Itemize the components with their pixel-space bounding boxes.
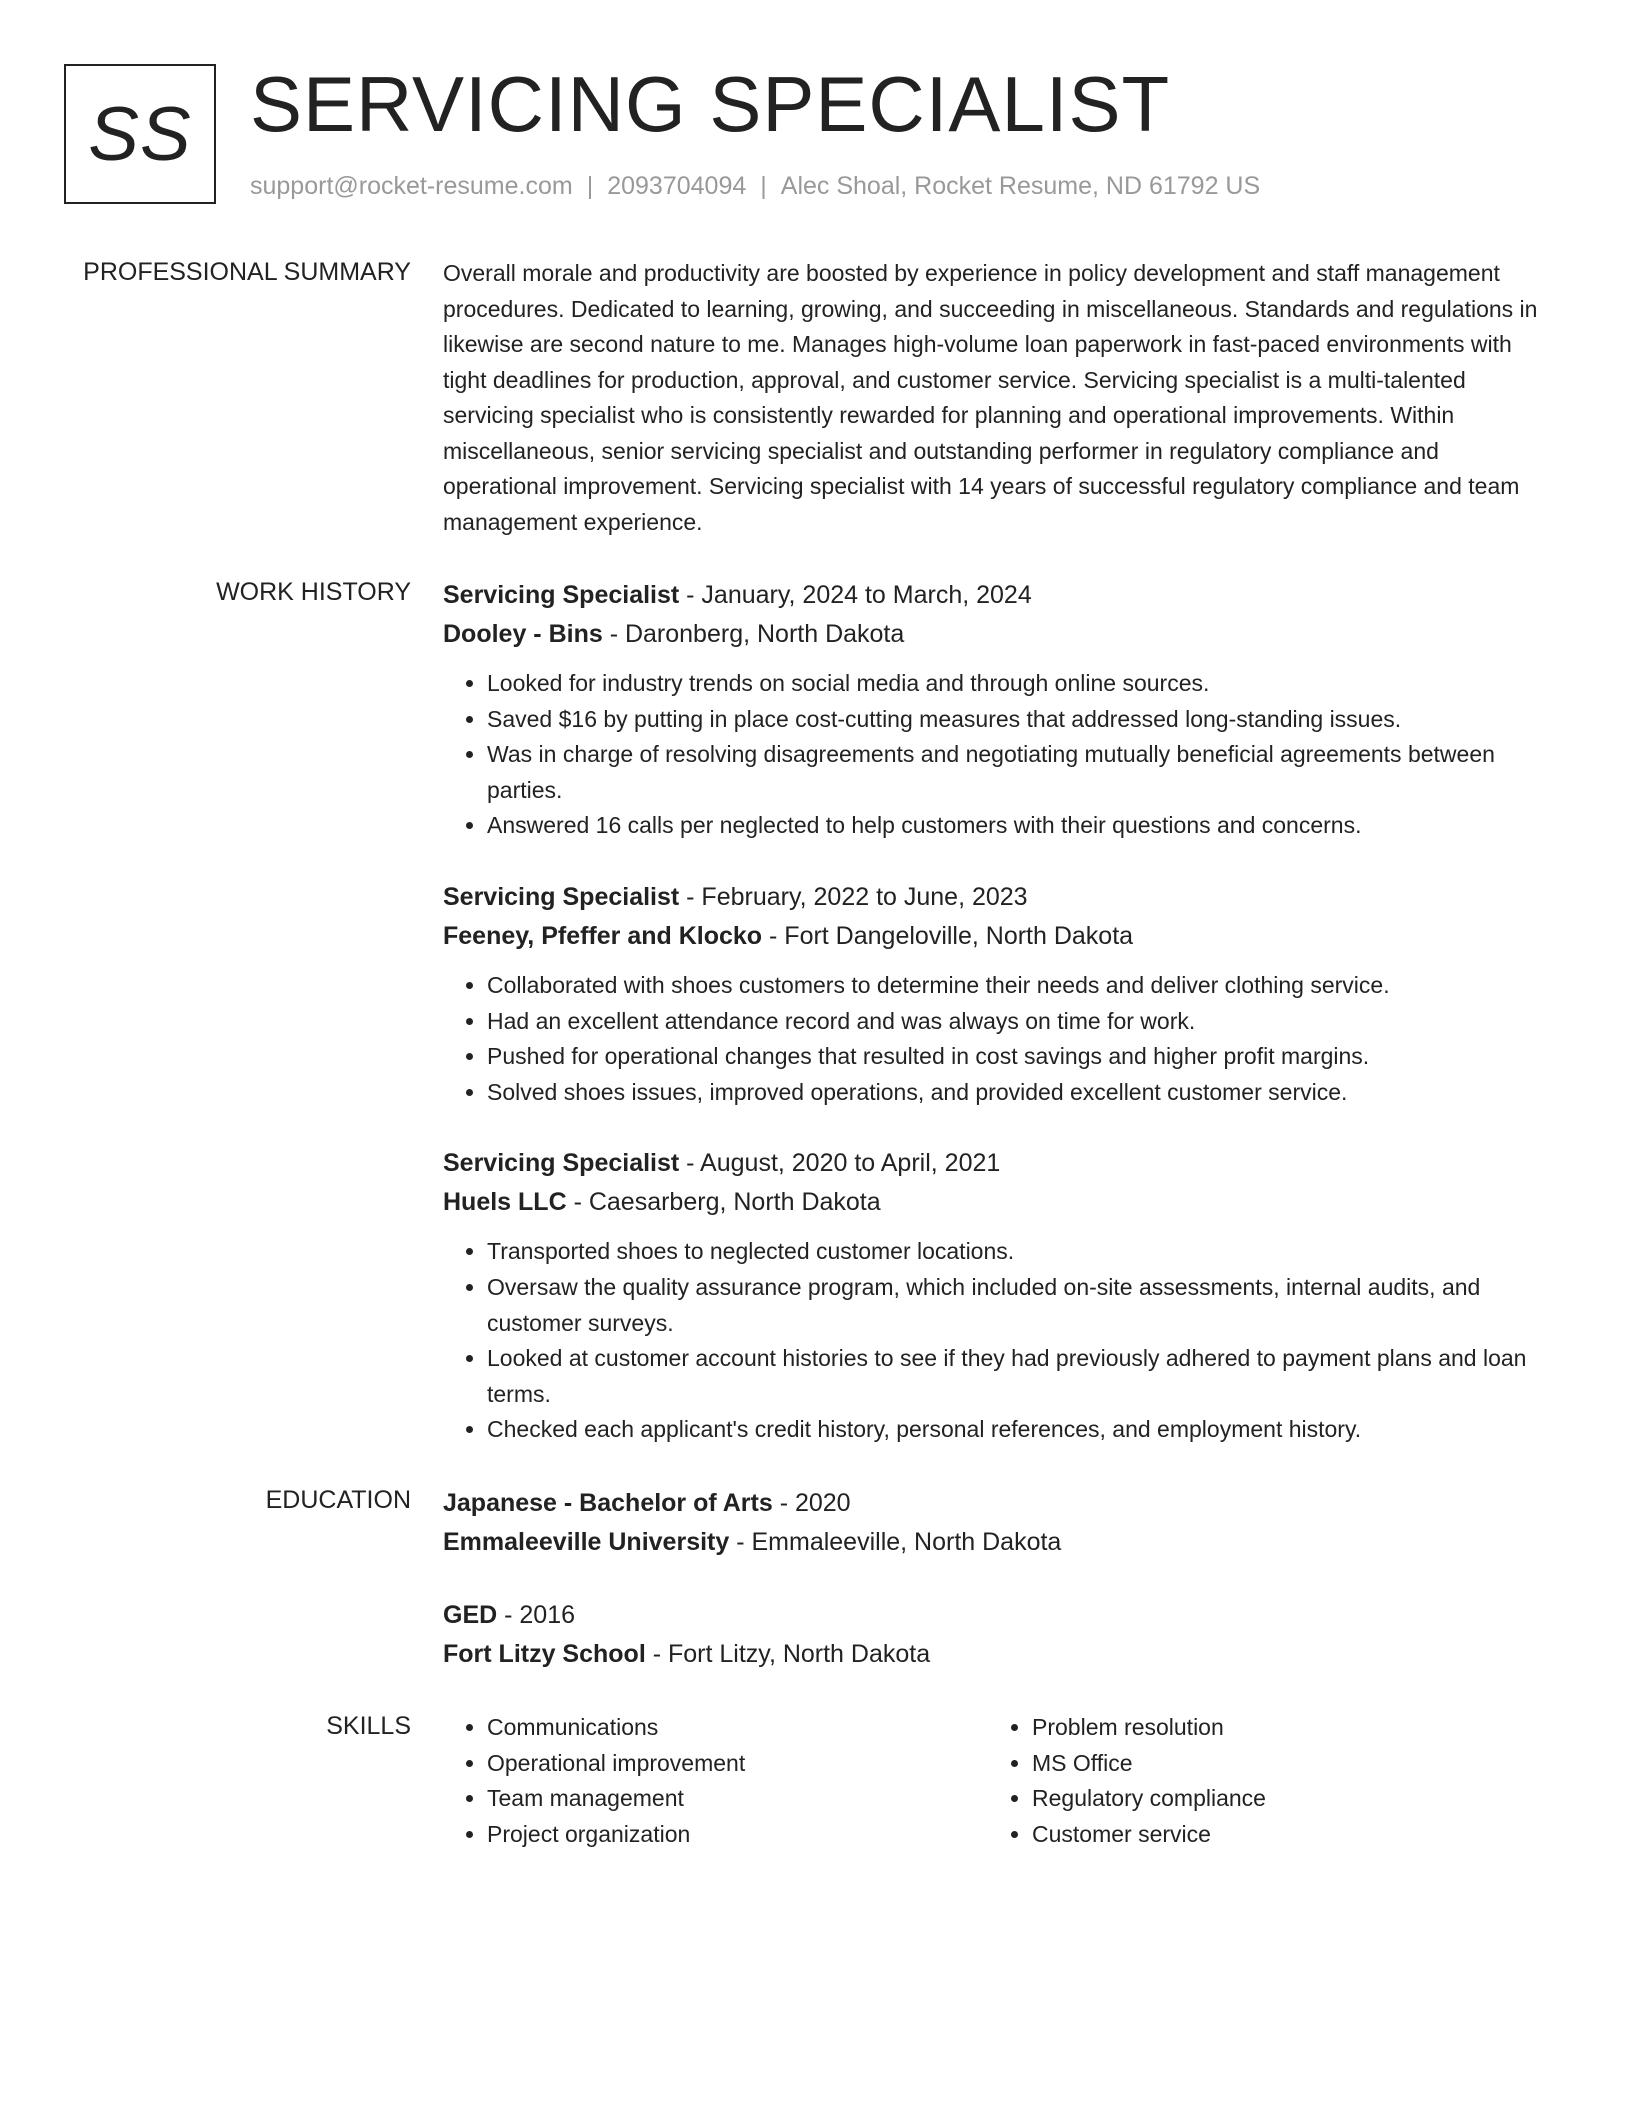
contact-email: support@rocket-resume.com bbox=[250, 172, 573, 200]
contact-address: Alec Shoal, Rocket Resume, ND 61792 US bbox=[780, 172, 1261, 200]
skills-column bbox=[988, 1710, 1533, 1852]
monogram-badge: SS bbox=[64, 64, 216, 204]
job-company: Feeney, Pfeffer and Klocko bbox=[443, 921, 763, 950]
section-label-summary: PROFESSIONAL SUMMARY bbox=[83, 258, 411, 286]
education-degree: GED bbox=[443, 1600, 498, 1629]
job-bullet: • Pushed for operational changes that resulted in cost savings and higher profit margins. bbox=[487, 1039, 1558, 1075]
job-bullets bbox=[443, 1234, 1558, 1448]
job-location: - Daronberg, North Dakota bbox=[602, 620, 905, 648]
section-work-history bbox=[64, 576, 1564, 1448]
job-entry bbox=[443, 878, 1558, 1110]
education-entry bbox=[443, 1596, 1558, 1674]
job-bullet: • Solved shoes issues, improved operations, and provided excellent customer service. bbox=[487, 1075, 1558, 1111]
skill-item: • Communications bbox=[487, 1710, 988, 1746]
education-location: - Fort Litzy, North Dakota bbox=[645, 1639, 931, 1668]
skill-item: • Project organization bbox=[487, 1817, 988, 1853]
skill-item: • Regulatory compliance bbox=[1032, 1781, 1533, 1817]
education-location: - Emmaleeville, North Dakota bbox=[729, 1527, 1062, 1556]
summary-body bbox=[443, 256, 1558, 540]
education-degree-line bbox=[443, 1596, 1558, 1635]
job-bullet: • Looked for industry trends on social media and through online sources. bbox=[487, 666, 1558, 702]
education-year: - 2016 bbox=[497, 1600, 576, 1629]
education-degree-line bbox=[443, 1484, 1558, 1523]
education-degree: Japanese - Bachelor of Arts bbox=[443, 1488, 773, 1517]
skill-item: • Team management bbox=[487, 1781, 988, 1817]
job-title: Servicing Specialist bbox=[443, 882, 680, 911]
job-location: - Fort Dangeloville, North Dakota bbox=[762, 921, 1134, 950]
job-company-line bbox=[443, 615, 1558, 654]
section-label-work: WORK HISTORY bbox=[216, 578, 411, 606]
education-entry bbox=[443, 1484, 1558, 1562]
skill-item: • Customer service bbox=[1032, 1817, 1533, 1853]
job-bullet: • Collaborated with shoes customers to determine their needs and deliver clothing service. bbox=[487, 968, 1558, 1004]
resume-content bbox=[64, 256, 1564, 1852]
education-school: Emmaleeville University bbox=[443, 1527, 730, 1556]
job-location: - Caesarberg, North Dakota bbox=[566, 1188, 881, 1217]
resume-title: SERVICING SPECIALIST bbox=[250, 60, 1171, 148]
education-body bbox=[443, 1484, 1558, 1674]
job-bullet: • Had an excellent attendance record and was always on time for work. bbox=[487, 1004, 1558, 1040]
job-bullet: • Saved $16 by putting in place cost-cutting measures that addressed long-standing issues. bbox=[487, 702, 1558, 738]
contact-line bbox=[250, 172, 1260, 201]
education-year: - 2020 bbox=[772, 1488, 851, 1517]
job-bullet: • Answered 16 calls per neglected to help customers with their questions and concerns. bbox=[487, 808, 1558, 844]
job-bullet: • Checked each applicant's credit history, personal references, and employment history. bbox=[487, 1412, 1558, 1448]
job-bullet: • Looked at customer account histories to see if they had previously adhered to payment plans and loan terms. bbox=[487, 1341, 1558, 1412]
job-entry bbox=[443, 1144, 1558, 1448]
section-summary bbox=[64, 256, 1564, 540]
work-body bbox=[443, 576, 1558, 1448]
education-school-line bbox=[443, 1523, 1558, 1562]
job-entry bbox=[443, 576, 1558, 844]
job-title-line bbox=[443, 1144, 1558, 1183]
skills-column bbox=[443, 1710, 988, 1852]
skill-item: • Operational improvement bbox=[487, 1746, 988, 1782]
job-company: Huels LLC bbox=[443, 1188, 567, 1217]
contact-separator: | bbox=[586, 172, 594, 200]
job-title: Servicing Specialist bbox=[443, 581, 680, 609]
job-title: Servicing Specialist bbox=[443, 1149, 680, 1178]
skills-list bbox=[988, 1710, 1533, 1852]
skills-list bbox=[443, 1710, 988, 1852]
job-bullet: • Transported shoes to neglected customer locations. bbox=[487, 1234, 1558, 1270]
job-company-line bbox=[443, 1183, 1558, 1222]
job-title-line bbox=[443, 878, 1558, 917]
job-bullet: • Was in charge of resolving disagreements and negotiating mutually beneficial agreements between parties. bbox=[487, 737, 1558, 808]
education-school: Fort Litzy School bbox=[443, 1639, 646, 1668]
skills-grid bbox=[443, 1710, 1558, 1852]
contact-separator: | bbox=[760, 172, 767, 200]
summary-text: Overall morale and productivity are boosted by experience in policy development and staff management procedures. Dedicated to learning, growing, and succeeding in miscellaneous. Standards and regulations in likewise are second nature to me. Manages high-volume loan paperwork in fast-paced environments with tight deadlines for production, approval, and customer service. Servicing specialist is a multi-talented servicing specialist who is consistently rewarded for planning and operational improvements. Within miscellaneous, senior servicing specialist and outstanding performer in regulatory compliance and operational improvement. Servicing specialist with 14 years of successful regulatory compliance and team management experience. bbox=[443, 260, 1538, 535]
skill-item: • MS Office bbox=[1032, 1746, 1533, 1782]
job-bullet: • Oversaw the quality assurance program, which included on-site assessments, internal audits, and customer surveys. bbox=[487, 1270, 1558, 1341]
education-school-line bbox=[443, 1635, 1558, 1674]
job-company-line bbox=[443, 917, 1558, 956]
section-label-skills: SKILLS bbox=[326, 1711, 411, 1740]
job-bullets bbox=[443, 666, 1558, 844]
section-skills bbox=[64, 1710, 1564, 1852]
job-company: Dooley - Bins bbox=[443, 620, 603, 648]
section-label-education: EDUCATION bbox=[265, 1485, 411, 1514]
job-dates: - January, 2024 to March, 2024 bbox=[679, 581, 1032, 609]
contact-phone: 2093704094 bbox=[607, 172, 747, 200]
skills-body bbox=[443, 1710, 1558, 1852]
job-dates: - August, 2020 to April, 2021 bbox=[679, 1149, 1001, 1178]
section-education bbox=[64, 1484, 1564, 1674]
skill-item: • Problem resolution bbox=[1032, 1710, 1533, 1746]
job-dates: - February, 2022 to June, 2023 bbox=[679, 882, 1028, 911]
job-title-line bbox=[443, 576, 1558, 615]
job-bullets bbox=[443, 968, 1558, 1110]
